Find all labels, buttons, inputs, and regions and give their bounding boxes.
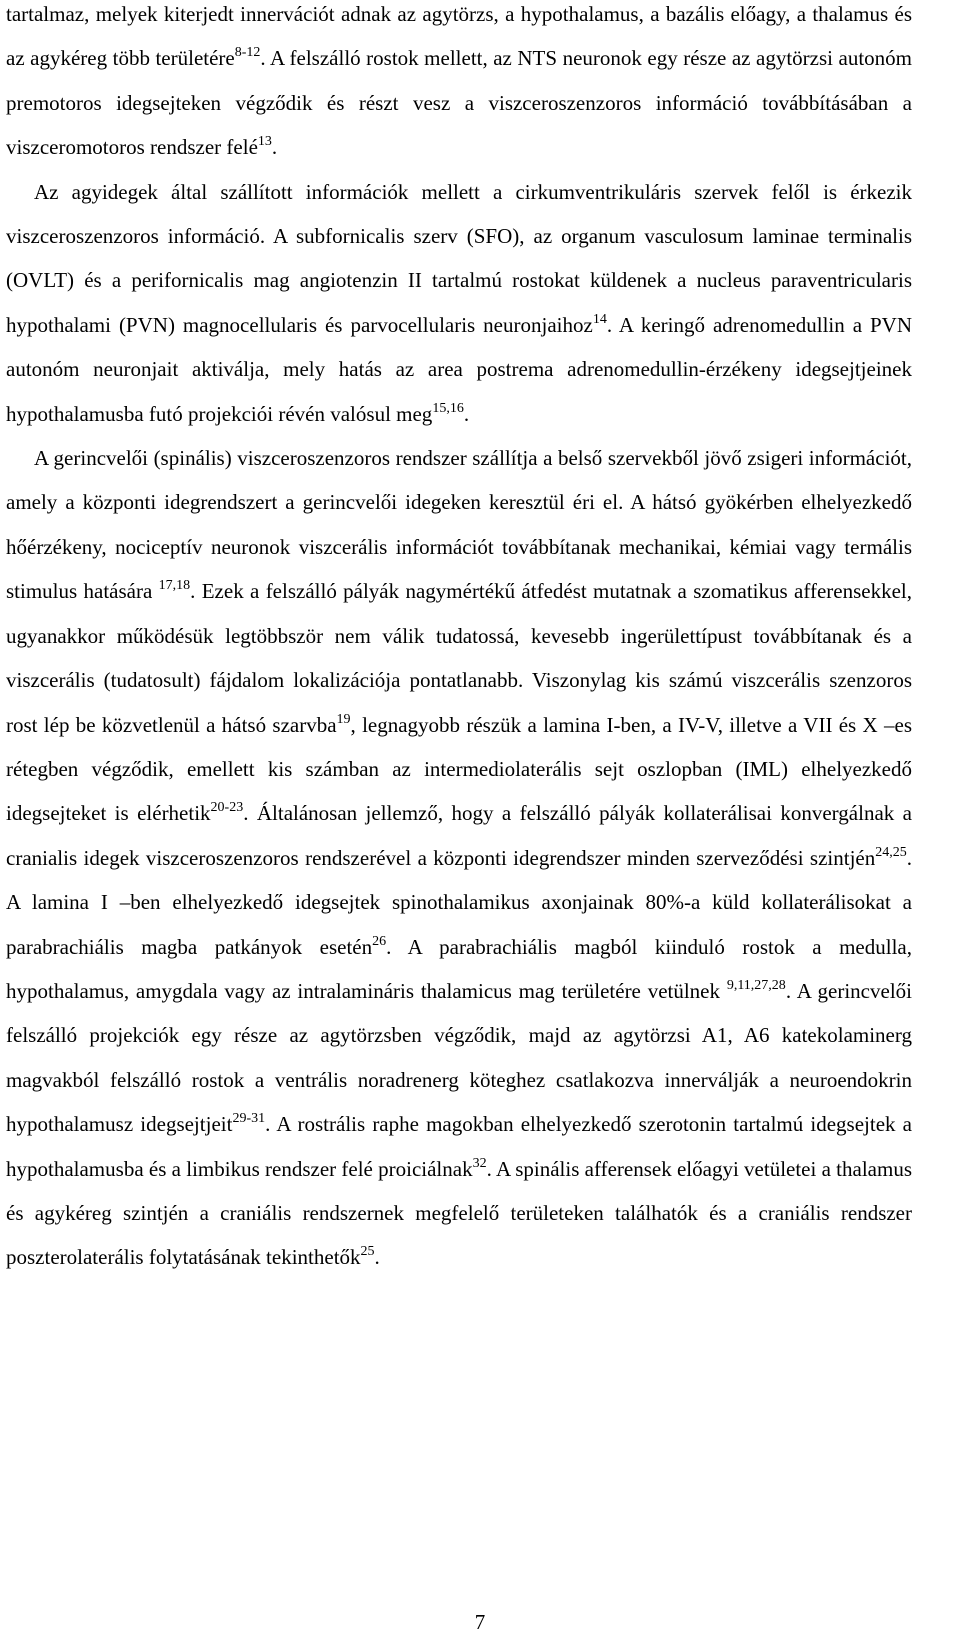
page-number: 7	[474, 1610, 486, 1634]
paragraph-text: . A keringő adrenomedullin a PVN autonóm neuronjait aktiválja, mely hatás az area postrema adrenomedullin-érzékeny idegsejtjeinek hypothalamusba futó projekciói révén valósul meg	[6, 312, 912, 426]
paragraph-text: .	[271, 135, 278, 160]
citation-superscript: 9,11,27,28	[726, 977, 786, 993]
paragraph-text: . A lamina I –ben elhelyezkedő idegsejtek spinothalamikus axonjainak 80%-a küld kollaterálisokat a parabrachiális magba patkányok esetén	[6, 845, 912, 959]
citation-superscript: 17,18	[158, 578, 191, 594]
paragraph-text: . A spinális afferensek előagyi vetületei a thalamus és agykéreg szintjén a craniális rendszernek megfelelő területeken találhatók és a craniális rendszer poszterolaterális folytatásának tekinthetők	[6, 1156, 912, 1270]
paragraph-text: , legnagyobb részük a lamina I-ben, a IV-V, illetve a VII és X –es rétegben végződik, emellett kis számban az intermediolaterális sejt oszlopban (IML) elhelyezkedő idegsejteket is elérhetik	[6, 712, 912, 826]
paragraph-text: . Ezek a felszálló pályák nagymértékű átfedést mutatnak a szomatikus afferensekkel, ugyanakkor működésük legtöbbször nem válik tudatossá, kevesebb ingerülettípust továbbítanak és a viszcerális (tudatosult) fájdalom lokalizációja pontatlanabb. Viszonylag kis számú viszcerális szenzoros rost lép be közvetlenül a hátsó szarvba	[6, 579, 912, 737]
citation-superscript: 13	[257, 134, 272, 150]
citation-superscript: 8-12	[234, 45, 261, 61]
body-text	[6, 0, 912, 1280]
citation-superscript: 24,25	[875, 844, 907, 860]
paragraph-text: . A felszálló rostok mellett, az NTS neuronok egy része az agytörzsi autonóm premotoros idegsejteken végződik és részt vesz a viszceroszenzoros információ továbbításában a viszceromotoros rendszer felé	[6, 46, 912, 160]
citation-superscript: 14	[592, 311, 607, 327]
paragraph-text: . A gerincvelői felszálló projekciók egy része az agytörzsben végződik, majd az agytörzsi A1, A6 katekolaminerg magvakból felszálló rostok a ventrális noradrenerg köteghez csatlakozva innerválják a neuroendokrin hypothalamusz idegsejtjeit	[6, 978, 912, 1137]
paragraph	[6, 170, 912, 436]
citation-superscript: 15,16	[432, 400, 464, 416]
citation-superscript: 32	[472, 1155, 487, 1171]
paragraph-text: .	[374, 1245, 380, 1270]
paragraph-text: Az agyidegek által szállított információk mellett a cirkumventrikuláris szervek felől is érkezik viszceroszenzoros információ. A subfornicalis szerv (SFO), az organum vasculosum laminae terminalis (OVLT) és a perifornicalis mag angiotenzin II tartalmú rostokat küldenek a nucleus paraventricularis hypothalami (PVN) magnocellularis és parvocellularis neuronjaihoz	[6, 179, 912, 337]
paragraph-text: A gerincvelői (spinális) viszceroszenzoros rendszer szállítja a belső szervekből jövő zsigeri információt, amely a központi idegrendszert a gerincvelői idegeken keresztül éri el. A hátsó gyökérben elhelyezkedő hőérzékeny, nociceptív neuronok viszcerális információt továbbítanak mechanikai, kémiai vagy termális stimulus hatására	[6, 446, 912, 604]
paragraph-text: . Általánosan jellemző, hogy a felszálló pályák kollaterálisai konvergálnak a cranialis idegek viszceroszenzoros rendszerével a központi idegrendszer minden szerveződési szintjén	[6, 801, 912, 870]
citation-superscript: 25	[360, 1244, 375, 1260]
citation-superscript: 20-23	[210, 800, 244, 816]
citation-superscript: 26	[372, 933, 387, 949]
paragraph-text: tartalmaz, melyek kiterjedt innervációt adnak az agytörzs, a hypothalamus, a bazális előagy, a thalamus és az agykéreg több területére	[6, 2, 912, 71]
paragraph-text: . A parabrachiális magból kiinduló rostok a medulla, hypothalamus, amygdala vagy az intralamináris thalamicus mag területére vetülnek	[6, 934, 912, 1003]
citation-superscript: 29-31	[232, 1111, 266, 1127]
citation-superscript: 19	[336, 711, 351, 727]
paragraph	[6, 436, 912, 1280]
paragraph	[6, 0, 912, 170]
paragraph-text: . A rostrális raphe magokban elhelyezkedő szerotonin tartalmú idegsejtek a hypothalamusba és a limbikus rendszer felé proiciálnak	[6, 1112, 913, 1181]
paragraph-text: .	[463, 401, 470, 426]
